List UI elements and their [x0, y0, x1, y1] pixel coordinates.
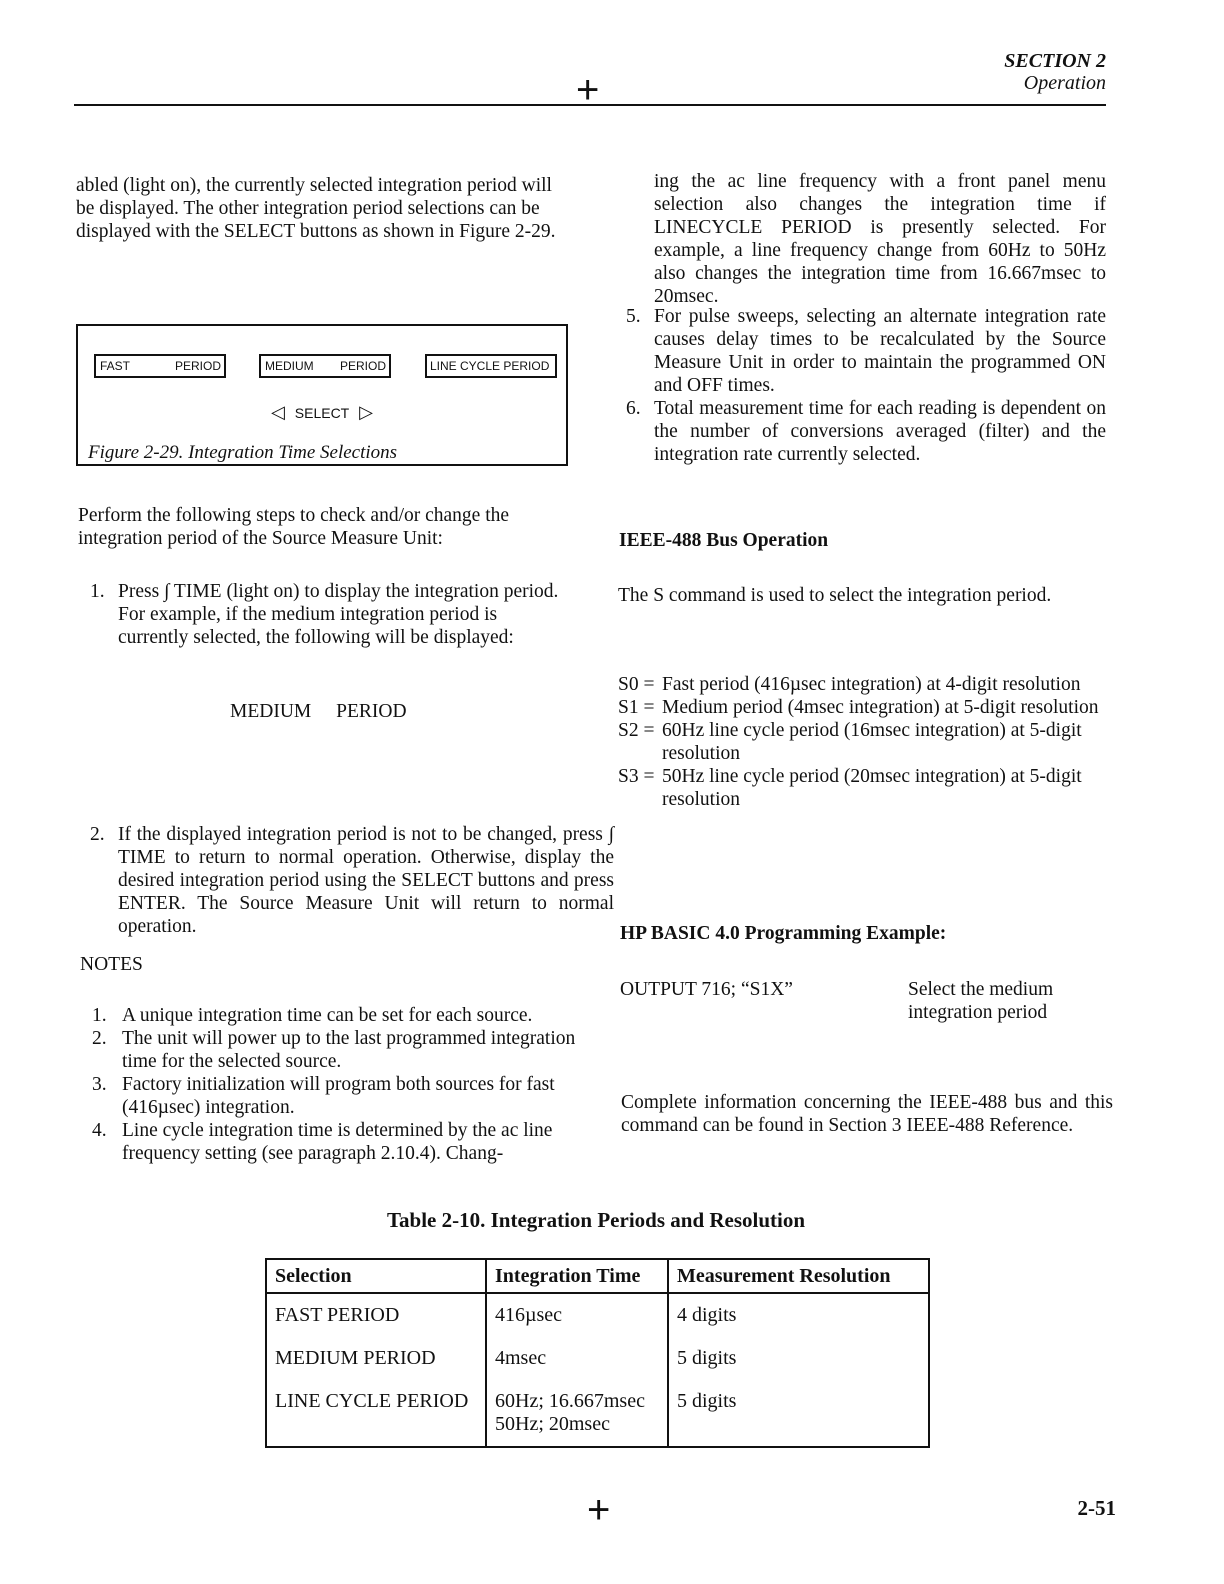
notes-title: NOTES [80, 954, 143, 975]
table-row [266, 1380, 929, 1447]
notes-list-continued [612, 305, 1106, 466]
table-row [266, 1337, 929, 1380]
step-2: 2. If the displayed integration period is not to be changed, press ∫ TIME to return to normal operation. Otherwise, display the desired integration period using the SELECT buttons and press ENTER. The Source Measure Unit will return to normal operation. [90, 824, 614, 937]
table-title: Table 2-10. Integration Periods and Resolution [386, 1208, 806, 1232]
table-cell: 60Hz; 16.667msec 50Hz; 20msec [486, 1380, 668, 1447]
code-s0: S0 = Fast period (416µsec integration) at 4-digit resolution [618, 674, 1081, 695]
notes-list [78, 1004, 578, 1165]
select-label: SELECT [294, 405, 350, 421]
s-command-paragraph: The S command is used to select the integration period. [618, 585, 1052, 606]
page-number: 2-51 [1077, 1496, 1116, 1520]
code-s3: S3 = 50Hz line cycle period (20msec integration) at 5-digit resolution [618, 766, 1082, 810]
table-cell: 4 digits [668, 1293, 929, 1337]
note-2: 2. The unit will power up to the last programmed integration time for the selected source. [92, 1028, 576, 1072]
table-cell: FAST PERIOD [266, 1293, 486, 1337]
figure-2-29 [76, 324, 568, 466]
code-s2: S2 = 60Hz line cycle period (16msec integration) at 5-digit resolution [618, 720, 1082, 764]
note-1: 1. A unique integration time can be set for each source. [92, 1005, 533, 1026]
col-header-integration-time: Integration Time [486, 1259, 668, 1293]
s-codes-list [618, 673, 1112, 811]
ieee-heading: IEEE-488 Bus Operation [619, 530, 829, 551]
integration-table [265, 1258, 930, 1448]
col-header-resolution: Measurement Resolution [668, 1259, 929, 1293]
select-indicator [78, 402, 566, 423]
note-5: 5. For pulse sweeps, selecting an alternate integration rate causes delay times to be recalculated by the Source Measure Unit in order to maintain the programmed ON and OFF times. [626, 306, 1106, 396]
complete-info-paragraph: Complete information concerning the IEEE-488 bus and this command can be found in Section 3 IEEE-488 Reference. [621, 1092, 1113, 1136]
example-code: OUTPUT 716; “S1X” [620, 979, 793, 1000]
hp-basic-heading: HP BASIC 4.0 Programming Example: [620, 923, 947, 944]
example-description: Select the medium integration period [908, 979, 1054, 1023]
table-row [266, 1293, 929, 1337]
subsection-label: Operation [1023, 72, 1106, 94]
table-cell: MEDIUM PERIOD [266, 1337, 486, 1380]
table-cell: 5 digits [668, 1337, 929, 1380]
registration-mark-bottom: + [587, 1488, 611, 1532]
note-6: 6. Total measurement time for each reading is dependent on the number of conversions averaged (filter) and the integration rate currently selected. [626, 398, 1106, 465]
col-header-selection: Selection [266, 1259, 486, 1293]
running-header [1004, 50, 1106, 94]
display-medium-period: MEDIUM PERIOD [259, 354, 391, 378]
select-right-icon: ▷ [359, 402, 373, 422]
section-label: SECTION 2 [1004, 50, 1106, 72]
intro-paragraph: abled (light on), the currently selected integration period will be displayed. The other integration period selections can be displayed with the SELECT buttons as shown in Figure 2-29. [76, 175, 556, 242]
table-cell: 5 digits [668, 1380, 929, 1447]
note-4: 4. Line cycle integration time is determined by the ac line frequency setting (see paragraph 2.10.4). Chang- [92, 1120, 553, 1164]
select-left-icon: ◁ [271, 402, 285, 422]
table-header-row [266, 1259, 929, 1293]
code-s1: S1 = Medium period (4msec integration) at 5-digit resolution [618, 697, 1099, 718]
perform-paragraph: Perform the following steps to check and/or change the integration period of the Source Measure Unit: [78, 505, 510, 549]
display-example: MEDIUM PERIOD [230, 701, 407, 722]
table-cell: LINE CYCLE PERIOD [266, 1380, 486, 1447]
registration-mark-top: + [576, 68, 600, 112]
display-fast-period: FAST PERIOD [94, 354, 226, 378]
table-cell: 4msec [486, 1337, 668, 1380]
continued-paragraph: ing the ac line frequency with a front panel menu selection also changes the integration time if LINECYCLE PERIOD is presently selected. For example, a line frequency change from 60Hz to 50Hz also changes the integration time from 16.667msec to 20msec. [654, 171, 1106, 307]
step-1: 1. Press ∫ TIME (light on) to display the integration period. For example, if the medium integration period is currently selected, the following will be displayed: [90, 581, 559, 648]
header-rule [74, 104, 1106, 106]
table-cell: 416µsec [486, 1293, 668, 1337]
display-line-cycle-period: LINE CYCLE PERIOD [425, 354, 557, 378]
figure-caption: Figure 2-29. Integration Time Selections [88, 442, 398, 463]
note-3: 3. Factory initialization will program both sources for fast (416µsec) integration. [92, 1074, 555, 1118]
